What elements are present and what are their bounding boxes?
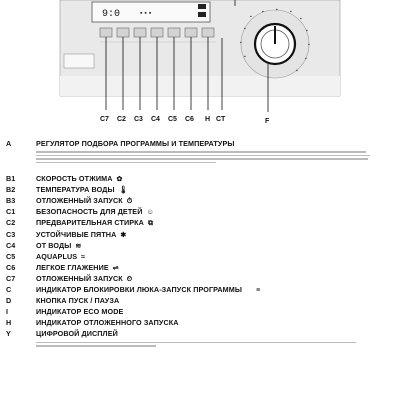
legend-description (6, 342, 376, 352)
legend-text: ИНДИКАТОР ECO MODE (36, 307, 124, 317)
stain-icon: ✱ (120, 229, 127, 239)
legend-key: B2 (6, 185, 16, 195)
legend-text: ОТЛОЖЕННЫЙ ЗАПУСК (36, 273, 123, 283)
option-button-c3[interactable] (134, 28, 146, 37)
legend-item (6, 251, 396, 262)
timer-icon: ⏱ (126, 196, 133, 206)
callout-c5: C5 (168, 116, 177, 123)
svg-text:▪: ▪ (296, 68, 298, 74)
callout-f: F (265, 118, 270, 125)
legend-item (6, 240, 396, 251)
legend-text: ПРЕДВАРИТЕЛЬНАЯ СТИРКА (36, 218, 144, 228)
legend-key: H (6, 318, 12, 328)
legend-text: ОТ ВОДЫ (36, 240, 72, 250)
legend-item (6, 206, 396, 217)
svg-text:▪: ▪ (244, 26, 246, 32)
legend-key: C7 (6, 273, 16, 283)
legend-item (6, 262, 396, 273)
legend-key: C2 (6, 218, 16, 228)
legend-item (6, 184, 396, 195)
legend-item (6, 306, 396, 317)
legend-key: I (6, 307, 8, 317)
legend-key: C3 (6, 229, 16, 239)
callout-labels (100, 116, 270, 125)
prewash-icon: ⧉ (147, 218, 154, 228)
callout-ct: CT (216, 116, 226, 123)
legend-description (6, 151, 376, 173)
legend-key: Y (6, 329, 11, 339)
water-icon: ≋ (75, 240, 82, 250)
legend-key: B1 (6, 174, 16, 184)
legend-item (6, 229, 396, 240)
legend-key: B3 (6, 196, 16, 206)
legend-text: РЕГУЛЯТОР ПОДБОРА ПРОГРАММЫ И ТЕМПЕРАТУРЫ (36, 139, 235, 148)
legend-item (6, 328, 396, 339)
legend-item (6, 138, 396, 149)
callout-c7: C7 (100, 116, 109, 123)
option-button-c7[interactable] (100, 28, 112, 37)
legend-text: ОТЛОЖЕННЫЙ ЗАПУСК (36, 196, 123, 206)
option-button-c2[interactable] (117, 28, 129, 37)
svg-text:▪: ▪ (306, 28, 308, 34)
child-lock-icon: ☺ (146, 207, 154, 217)
callout-c4: C4 (151, 116, 160, 123)
option-button-c6[interactable] (185, 28, 197, 37)
svg-text:▪: ▪ (308, 42, 310, 48)
spin-icon: ✿ (116, 174, 123, 184)
legend-key: C (6, 285, 12, 295)
door-lock-icon: ≡ (256, 285, 261, 295)
legend-item (6, 173, 396, 184)
legend-text: ИНДИКАТОР БЛОКИРОВКИ ЛЮКА-ЗАПУСК ПРОГРАММЫ (36, 285, 242, 295)
option-button-c4[interactable] (151, 28, 163, 37)
legend-key: C6 (6, 262, 16, 272)
svg-text:▪: ▪ (250, 14, 252, 20)
legend-text: AQUAPLUS (36, 251, 78, 261)
easy-iron-icon: ⇌ (112, 262, 119, 272)
callout-c6: C6 (185, 116, 194, 123)
svg-text:▪: ▪ (244, 54, 246, 60)
callout-h: H (205, 116, 211, 123)
svg-text:▪: ▪ (262, 9, 264, 15)
legend-item (6, 273, 396, 284)
legend-text: ИНДИКАТОР ОТЛОЖЕННОГО ЗАПУСКА (36, 318, 179, 328)
thermometer-icon: 🌡 (118, 185, 128, 195)
display-readout: 9:0 (102, 9, 121, 20)
legend-item (6, 195, 396, 206)
svg-text:▪: ▪ (300, 16, 302, 22)
callout-c2: C2 (117, 116, 126, 123)
legend-key: D (6, 296, 12, 306)
svg-text:▪: ▪ (276, 7, 278, 13)
legend-item (6, 295, 396, 306)
legend-text: КНОПКА ПУСК / ПАУЗА (36, 296, 120, 306)
legend-key: C4 (6, 240, 16, 250)
svg-text:▪: ▪ (240, 40, 242, 46)
legend-text: ЛЕГКОЕ ГЛАЖЕНИЕ (36, 262, 109, 272)
legend-text: УСТОЙЧИВЫЕ ПЯТНА (36, 229, 117, 239)
legend-text: ТЕМПЕРАТУРА ВОДЫ (36, 185, 115, 195)
svg-text:▪ ▪ ▪: ▪ ▪ ▪ (140, 10, 152, 17)
legend-item (6, 217, 396, 228)
legend-key: C5 (6, 251, 16, 261)
legend-text: ЦИФРОВОЙ ДИСПЛЕЙ (36, 329, 118, 339)
callout-c3: C3 (134, 116, 143, 123)
svg-text:▪: ▪ (305, 56, 307, 62)
option-buttons (100, 28, 214, 37)
option-button-c5[interactable] (168, 28, 180, 37)
legend-item (6, 284, 396, 295)
legend-text: БЕЗОПАСНОСТЬ ДЛЯ ДЕТЕЙ (36, 207, 143, 217)
legend-item (6, 317, 396, 328)
control-panel-figure (0, 0, 400, 128)
start-pause-button[interactable] (202, 28, 214, 37)
legend-key: A (6, 139, 12, 148)
legend-text: СКОРОСТЬ ОТЖИМА (36, 174, 113, 184)
legend-list (6, 138, 396, 352)
svg-text:▪: ▪ (290, 9, 292, 15)
delay-icon: ⏲ (126, 273, 133, 283)
aquaplus-icon: ≈ (81, 251, 86, 261)
legend-key: C1 (6, 207, 16, 217)
